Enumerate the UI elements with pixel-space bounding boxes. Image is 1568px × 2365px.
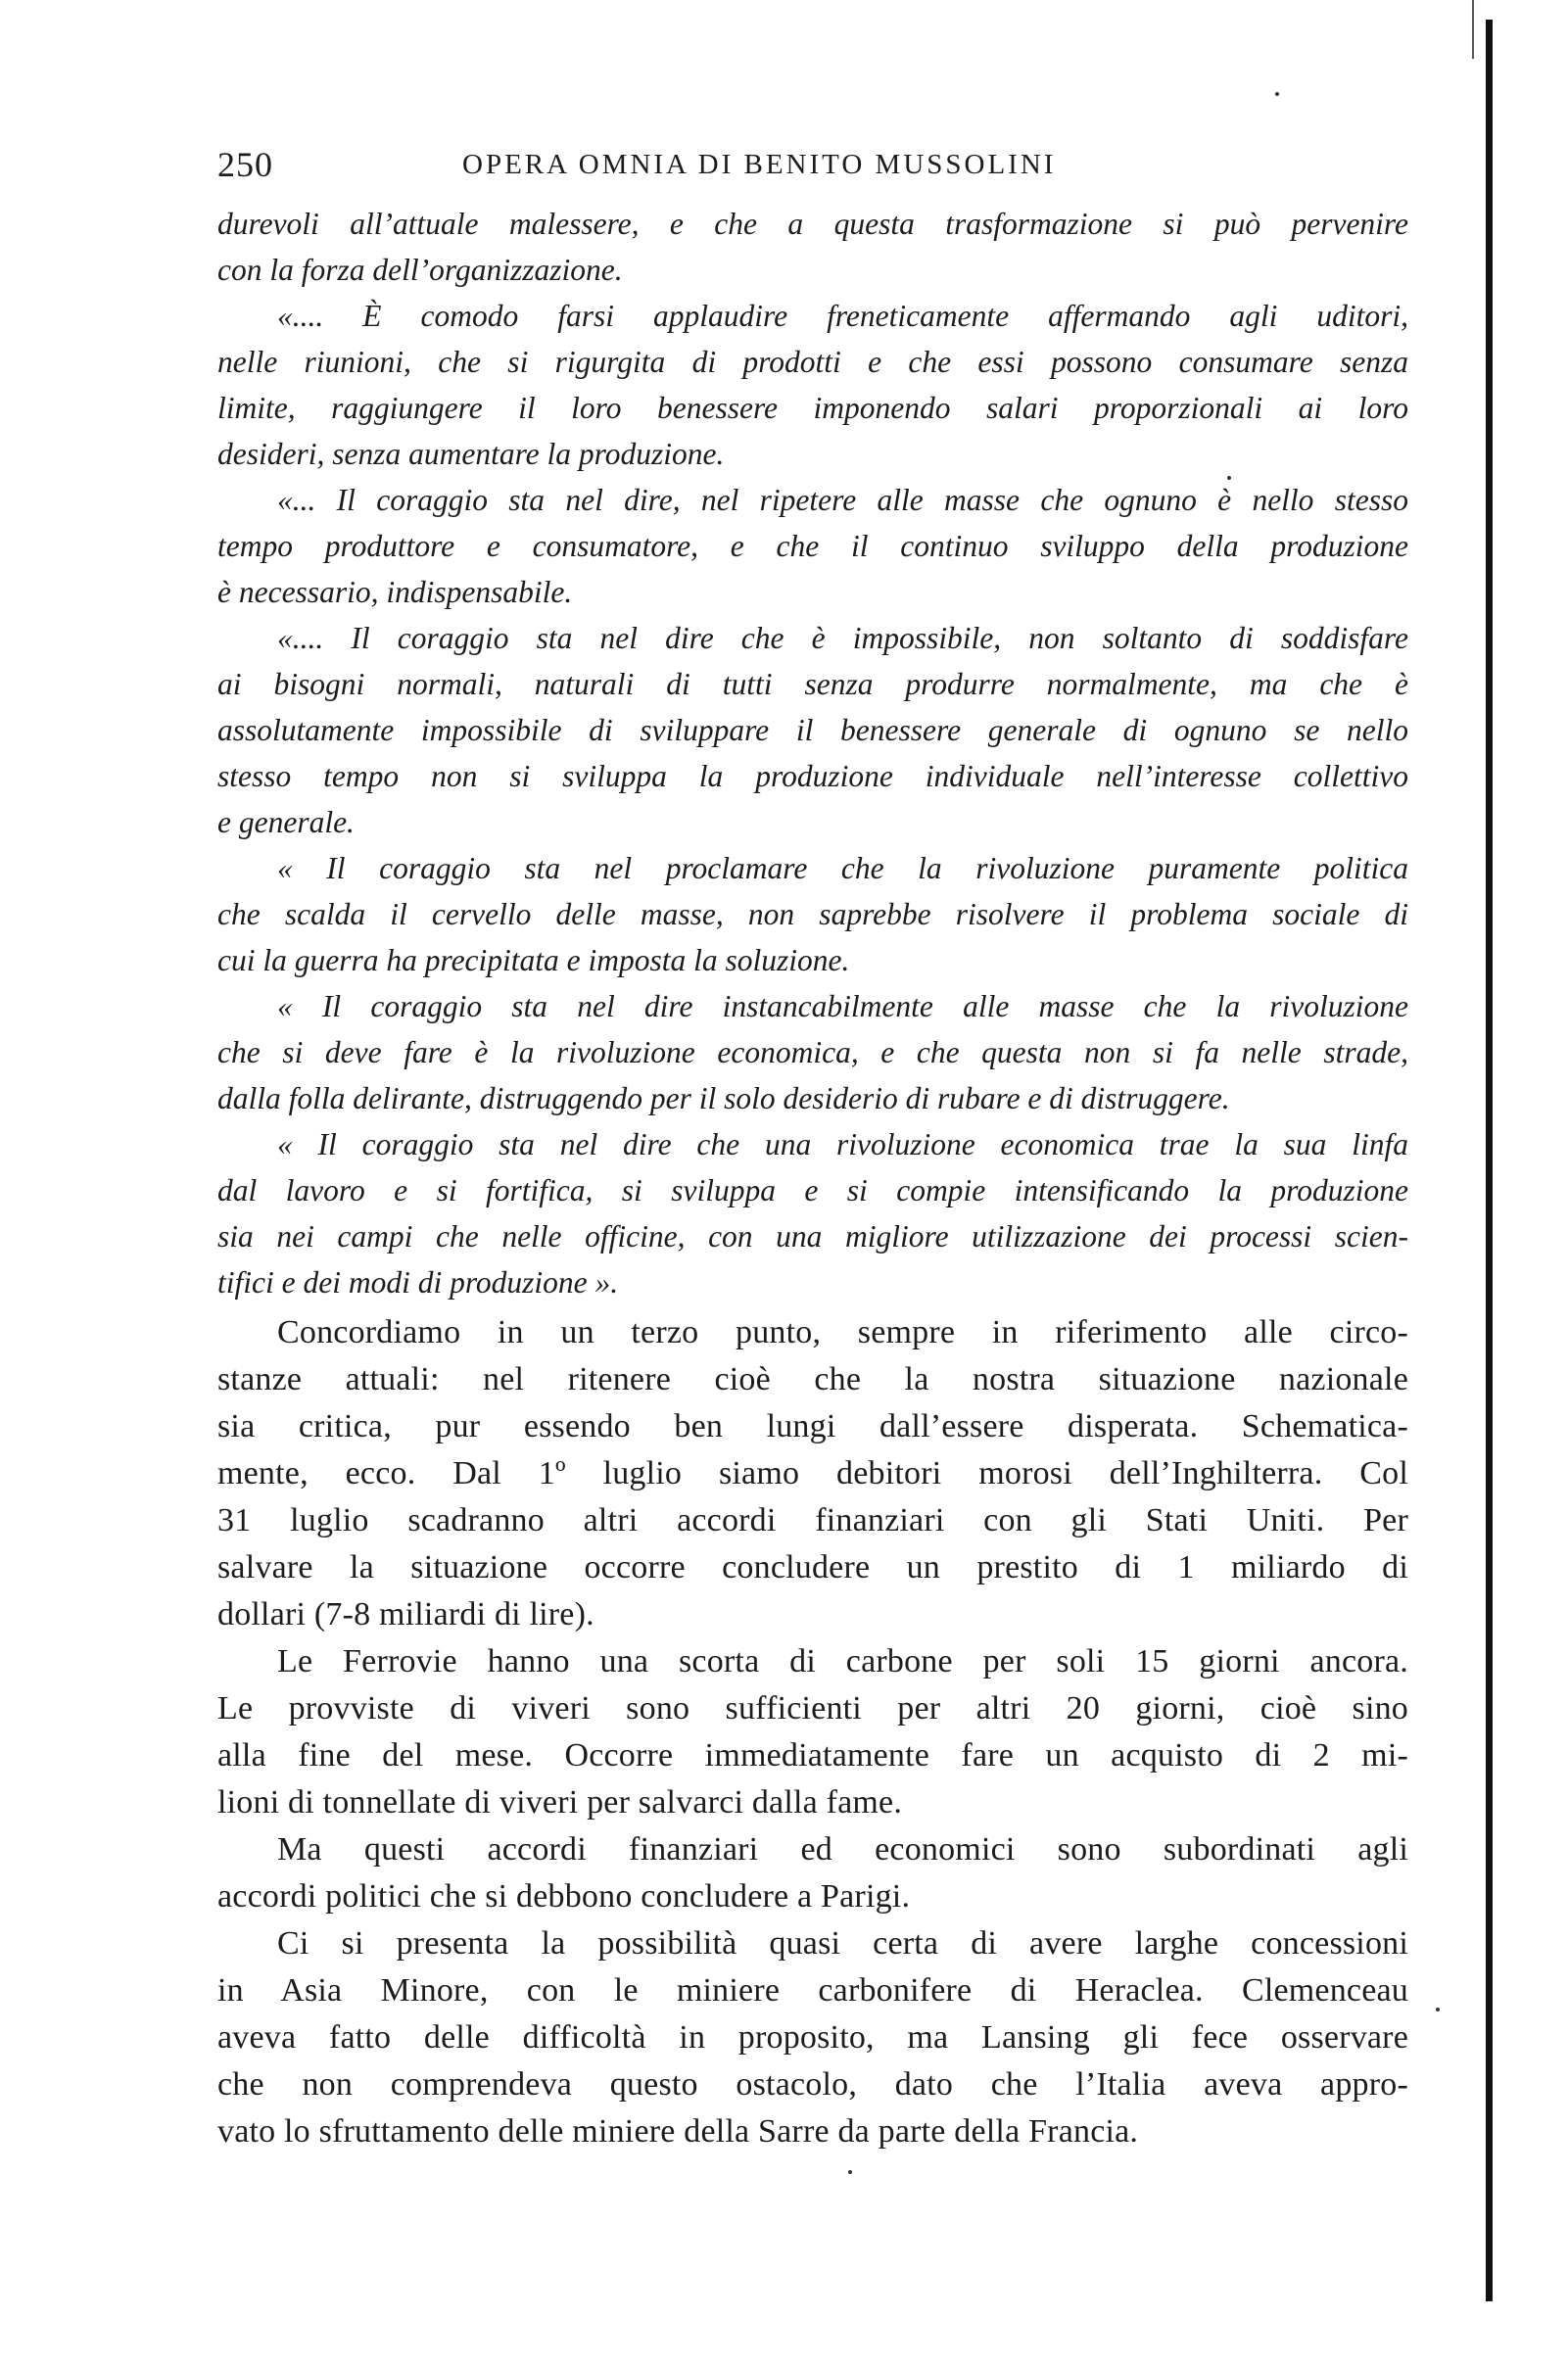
page-number: 250 xyxy=(217,145,273,184)
text-line: è necessario, indispensabile. xyxy=(217,575,573,609)
text-line: vato lo sfruttamento delle miniere della Sarre da parte della Francia. xyxy=(217,2113,1139,2150)
text-line: Ma questi accordi finanziari ed economici sono subordinati agli xyxy=(277,1831,1408,1868)
text-line: stesso tempo non si sviluppa la produzione individuale nell’interesse collettivo xyxy=(217,759,1408,793)
text-line: sia nei campi che nelle officine, con una migliore utilizzazione dei processi scien- xyxy=(217,1219,1408,1253)
text-line: dollari (7-8 miliardi di lire). xyxy=(217,1596,594,1632)
text-line: con la forza dell’organizzazione. xyxy=(217,253,623,287)
text-line: « Il coraggio sta nel proclamare che la rivoluzione puramente politica xyxy=(277,851,1408,885)
text-line: Ci si presenta la possibilità quasi certa di avere larghe concessioni xyxy=(277,1925,1408,1962)
scan-edge-mark xyxy=(1472,0,1474,59)
text-line: desideri, senza aumentare la produzione. xyxy=(217,437,725,471)
roman-body-block xyxy=(217,1309,1408,2155)
scan-speck xyxy=(1275,92,1279,96)
text-line: salvare la situazione occorre concludere un prestito di 1 miliardo di xyxy=(217,1549,1408,1585)
text-line: alla fine del mese. Occorre immediatamente fare un acquisto di 2 mi- xyxy=(217,1737,1408,1774)
text-line: tifici e dei modi di produzione ». xyxy=(217,1265,619,1300)
text-line: aveva fatto delle difficoltà in proposito, ma Lansing gli fece osservare xyxy=(217,2019,1408,2056)
text-line: lioni di tonnellate di viveri per salvarci dalla fame. xyxy=(217,1784,903,1821)
text-line: assolutamente impossibile di sviluppare il benessere generale di ognuno se nello xyxy=(217,713,1408,747)
body-text xyxy=(217,201,1408,2155)
running-title: OPERA OMNIA DI BENITO MUSSOLINI xyxy=(462,149,1057,180)
text-line: stanze attuali: nel ritenere cioè che la nostra situazione nazionale xyxy=(217,1361,1408,1397)
text-line: cui la guerra ha precipitata e imposta la soluzione. xyxy=(217,943,850,977)
text-line: « Il coraggio sta nel dire che una rivoluzione economica trae la sua linfa xyxy=(277,1127,1408,1161)
text-line: Concordiamo in un terzo punto, sempre in riferimento alle circo- xyxy=(277,1314,1408,1350)
text-line: e generale. xyxy=(217,805,355,839)
text-line: nelle riunioni, che si rigurgita di prodotti e che essi possono consumare senza xyxy=(217,345,1408,379)
text-line: sia critica, pur essendo ben lungi dall’essere disperata. Schematica- xyxy=(217,1408,1408,1444)
text-line: accordi politici che si debbono concludere a Parigi. xyxy=(217,1878,911,1915)
scan-edge-shadow xyxy=(1486,20,1493,2301)
text-line: tempo produttore e consumatore, e che il continuo sviluppo della produzione xyxy=(217,529,1408,563)
text-line: dalla folla delirante, distruggendo per il solo desiderio di rubare e di distruggere. xyxy=(217,1081,1230,1115)
italic-quotation-block xyxy=(217,201,1408,1305)
text-line: Le provviste di viveri sono sufficienti per altri 20 giorni, cioè sino xyxy=(217,1690,1408,1726)
text-line: dal lavoro e si fortifica, si sviluppa e si compie intensificando la produzione xyxy=(217,1173,1408,1207)
text-line: « Il coraggio sta nel dire instancabilmente alle masse che la rivoluzione xyxy=(277,989,1408,1023)
text-line: durevoli all’attuale malessere, e che a questa trasformazione si può pervenire xyxy=(217,207,1408,241)
text-line: ai bisogni normali, naturali di tutti senza produrre normalmente, ma che è xyxy=(217,667,1408,701)
text-line: che si deve fare è la rivoluzione economica, e che questa non si fa nelle strade, xyxy=(217,1035,1408,1069)
page-header xyxy=(217,135,1412,194)
text-line: 31 luglio scadranno altri accordi finanziari con gli Stati Uniti. Per xyxy=(217,1502,1408,1538)
text-line: in Asia Minore, con le miniere carbonifere di Heraclea. Clemenceau xyxy=(217,1972,1408,2009)
text-line: limite, raggiungere il loro benessere imponendo salari proporzionali ai loro xyxy=(217,391,1408,425)
text-line: che non comprendeva questo ostacolo, dato che l’Italia aveva appro- xyxy=(217,2066,1408,2103)
scan-speck xyxy=(848,2170,852,2174)
text-line: «.... Il coraggio sta nel dire che è impossibile, non soltanto di soddisfare xyxy=(277,621,1408,655)
text-line: che scalda il cervello delle masse, non saprebbe risolvere il problema sociale di xyxy=(217,897,1408,931)
text-line: «... Il coraggio sta nel dire, nel ripetere alle masse che ognuno è nello stesso xyxy=(277,483,1408,517)
text-line: mente, ecco. Dal 1º luglio siamo debitori morosi dell’Inghilterra. Col xyxy=(217,1455,1408,1491)
scan-speck xyxy=(1436,2008,1440,2011)
text-line: «.... È comodo farsi applaudire freneticamente affermando agli uditori, xyxy=(277,299,1408,333)
text-line: Le Ferrovie hanno una scorta di carbone per soli 15 giorni ancora. xyxy=(277,1643,1408,1679)
